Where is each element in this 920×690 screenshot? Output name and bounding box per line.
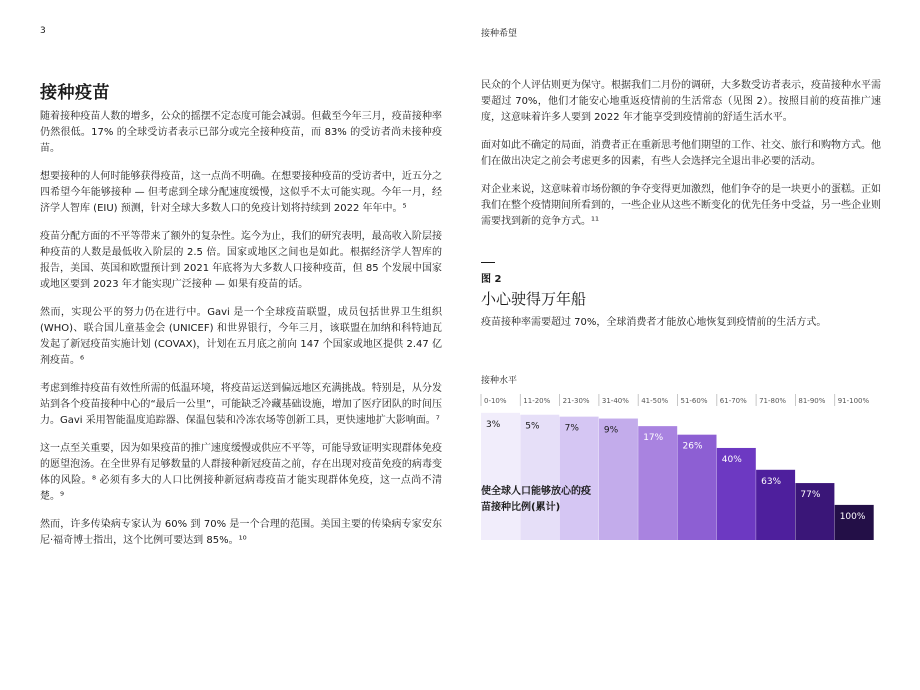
- bar: [835, 505, 874, 540]
- data-label: 5%: [525, 421, 540, 432]
- body-paragraph: 然而，许多传染病专家认为 60% 到 70% 是一个合理的范围。美国主要的传染病专家安东尼·福奇博士指出，这个比例可要达到 85%。¹⁰: [40, 519, 442, 546]
- body-paragraph: 疫苗分配方面的不平等带来了额外的复杂性。迄今为止，我们的研究表明，最高收入阶层接种疫苗的人数是最低收入阶层的 2.5 倍。国家或地区之间也是如此。根据经济学人智库的报告，美国、英国和欧盟预计到 2021 年底将为大多数人口接种疫苗，但 85 个发展中国家或地区要到 2023 年才能实现广泛接种 — 如果有疫苗的话。: [40, 231, 442, 290]
- body-paragraph: 想要接种的人何时能够获得疫苗，这一点尚不明确。在想要接种疫苗的受访者中，近五分之四希望今年能够接种 — 但考虑到全球分配速度缓慢，这似乎不太可能实现。今年一月，经济学人智库 (EIU) 预测，针对全球大多数人口的免疫计划将持续到 2022 年年中。⁵: [40, 171, 442, 214]
- bar: [520, 415, 559, 540]
- axis-label: 接种水平: [481, 376, 518, 386]
- figure-label: 图 2: [481, 274, 502, 285]
- data-label: 100%: [839, 511, 866, 522]
- bar: [638, 426, 677, 540]
- data-label: 26%: [682, 441, 703, 452]
- tick-label: 51-60%: [680, 397, 708, 405]
- body-paragraph: 这一点至关重要，因为如果疫苗的推广速度缓慢或供应不平等，可能导致证明实现群体免疫的愿望泡汤。在全世界有足够数量的人群接种新冠疫苗之前，存在出现对疫苗免疫的病毒变体的风险。⁸ 必须有多大的人口比例接种新冠病毒疫苗才能实现群体免疫，这一点尚不清楚。⁹: [40, 443, 442, 502]
- tick-label: 81-90%: [798, 397, 826, 405]
- series-label-line-1: 使全球人口能够放心的疫: [481, 486, 591, 497]
- vaccination-chart: [475, 368, 885, 548]
- tick-label: 61-70%: [719, 397, 747, 405]
- bar: [560, 417, 599, 540]
- body-paragraph: 民众的个人评估则更为保守。根据我们二月份的调研，大多数受访者表示，疫苗接种水平需要超过 70%，他们才能安心地重返疫情前的生活常态（见图 2）。按照目前的疫苗推广速度，这意味着许多人要到 2022 年才能享受到疫情前的舒适生活水平。: [481, 80, 881, 123]
- data-label: 63%: [761, 476, 782, 487]
- left-column: [40, 78, 442, 561]
- right-column: [481, 78, 881, 242]
- body-paragraph: 面对如此不确定的局面，消费者正在重新思考他们期望的工作、社交、旅行和购物方式。他们在做出决定之前会考虑更多的因素，有些人会选择完全退出非必要的活动。: [481, 140, 881, 167]
- figure-divider: [481, 262, 495, 263]
- figure-subtitle: 疫苗接种率需要超过 70%，全球消费者才能放心地恢复到疫情前的生活方式。: [481, 317, 827, 328]
- tick-label: 0-10%: [484, 397, 507, 405]
- tick-label: 41-50%: [641, 397, 669, 405]
- tick-label: 21-30%: [562, 397, 590, 405]
- tick-label: 31-40%: [601, 397, 629, 405]
- running-title: 接种希望: [481, 29, 518, 39]
- tick-label: 71-80%: [759, 397, 787, 405]
- page-number: 3: [40, 26, 46, 36]
- data-label: 7%: [564, 423, 579, 434]
- body-paragraph: 随着接种疫苗人数的增多，公众的摇摆不定态度可能会减弱。但截至今年三月，疫苗接种率仍然很低。17% 的全球受访者表示已部分或完全接种疫苗，而 83% 的受访者尚未接种疫苗。: [40, 111, 442, 154]
- body-paragraph: 对企业来说，这意味着市场份额的争夺变得更加激烈，他们争夺的是一块更小的蛋糕。正如我们在整个疫情期间所看到的，一些企业从这些不断变化的优先任务中受益，另一些企业则需要找到新的竞争方式。¹¹: [481, 184, 881, 227]
- body-paragraph: 然而，实现公平的努力仍在进行中。Gavi 是一个全球疫苗联盟，成员包括世界卫生组织 (WHO)、联合国儿童基金会 (UNICEF) 和世界银行，今年三月，该联盟在加纳和科特迪瓦发起了新冠疫苗实施计划 (COVAX)，计划在五月底之前向 147 个国家或地区提供 2.47 亿剂疫苗。⁶: [40, 307, 442, 366]
- figure-title: 小心驶得万年船: [481, 290, 587, 308]
- section-title: 接种疫苗: [40, 83, 110, 103]
- bar: [481, 413, 520, 540]
- series-label-line-2: 苗接种比例(累计): [481, 502, 561, 513]
- tick-label: 91-100%: [837, 397, 870, 405]
- bar: [599, 419, 638, 540]
- body-paragraph: 考虑到维持疫苗有效性所需的低温环境，将疫苗运送到偏远地区充满挑战。特别是，从分发站到各个疫苗接种中心的“最后一公里”，可能缺乏冷藏基础设施，增加了医疗团队的时间压力。Gavi 采用智能温度追踪器、保温包装和冷冻农场等创新工具，更快速地扩大影响面。⁷: [40, 383, 442, 426]
- data-label: 17%: [643, 433, 664, 444]
- data-label: 9%: [603, 425, 619, 436]
- data-label: 3%: [486, 419, 501, 430]
- tick-label: 11-20%: [523, 397, 551, 405]
- data-label: 40%: [721, 454, 742, 465]
- data-label: 77%: [800, 490, 821, 501]
